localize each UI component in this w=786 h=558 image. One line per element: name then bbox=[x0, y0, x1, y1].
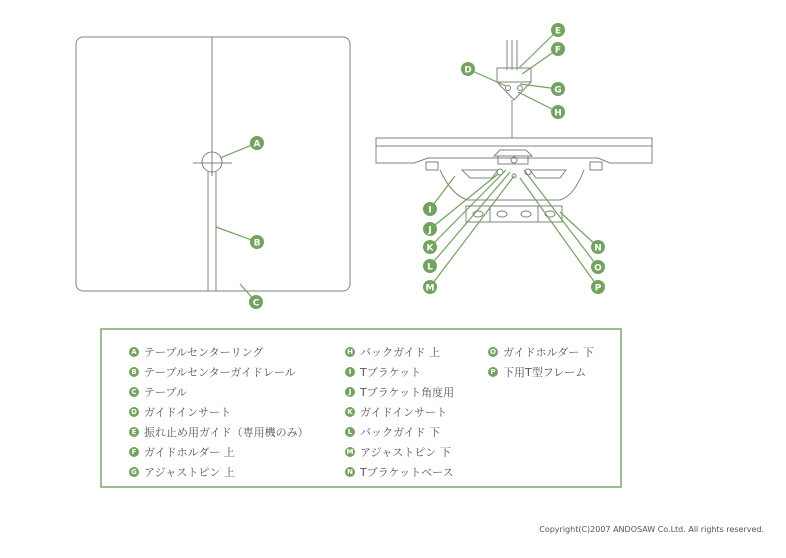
svg-text:I: I bbox=[428, 205, 432, 216]
legend-item bbox=[129, 382, 309, 402]
legend-label: Tブラケットベース bbox=[360, 466, 454, 479]
svg-text:G: G bbox=[554, 85, 562, 96]
legend-item bbox=[345, 362, 454, 382]
svg-text:K: K bbox=[426, 243, 434, 254]
legend-item bbox=[129, 342, 309, 362]
callout-k bbox=[423, 240, 437, 254]
legend-badge: E bbox=[129, 427, 139, 437]
legend-item bbox=[345, 402, 454, 422]
svg-text:N: N bbox=[594, 243, 602, 254]
callout-o bbox=[591, 260, 605, 274]
legend-badge: P bbox=[488, 367, 498, 377]
legend-badge: I bbox=[345, 367, 355, 377]
svg-text:P: P bbox=[594, 283, 602, 294]
parts-legend bbox=[100, 328, 622, 488]
svg-text:L: L bbox=[427, 262, 433, 273]
legend-column-2 bbox=[345, 342, 454, 482]
legend-badge: G bbox=[129, 467, 139, 477]
svg-text:C: C bbox=[252, 298, 260, 309]
legend-item bbox=[345, 442, 454, 462]
svg-text:M: M bbox=[425, 283, 435, 294]
legend-label: アジャストピン 上 bbox=[144, 466, 235, 479]
legend-badge: J bbox=[345, 387, 355, 397]
legend-item bbox=[345, 342, 454, 362]
callout-f bbox=[551, 42, 565, 56]
legend-item bbox=[129, 442, 309, 462]
legend-item bbox=[345, 382, 454, 402]
legend-item bbox=[129, 362, 309, 382]
svg-text:B: B bbox=[253, 238, 261, 249]
legend-label: バックガイド 上 bbox=[360, 346, 441, 359]
table-outline bbox=[76, 37, 350, 291]
legend-item bbox=[345, 422, 454, 442]
legend-badge: H bbox=[345, 347, 355, 357]
copyright-notice: Copyright(C)2007 ANDOSAW Co.Ltd. All rights reserved. bbox=[539, 525, 764, 534]
svg-text:F: F bbox=[554, 45, 562, 56]
svg-text:O: O bbox=[594, 263, 602, 274]
legend-badge: K bbox=[345, 407, 355, 417]
legend-label: Tブラケット bbox=[360, 366, 422, 379]
legend-item bbox=[129, 402, 309, 422]
callout-n bbox=[591, 240, 605, 254]
legend-badge: O bbox=[488, 347, 498, 357]
leader-lines bbox=[216, 30, 598, 302]
legend-label: ガイドインサート bbox=[144, 406, 232, 419]
legend-badge: F bbox=[129, 447, 139, 457]
legend-label: ガイドホルダー 上 bbox=[144, 446, 235, 459]
legend-label: Tブラケット角度用 bbox=[360, 386, 455, 399]
callout-a bbox=[250, 136, 264, 150]
callout-m bbox=[423, 280, 437, 294]
legend-item bbox=[129, 422, 309, 442]
svg-text:E: E bbox=[554, 26, 562, 37]
callout-l bbox=[423, 259, 437, 273]
callout-badges bbox=[249, 23, 605, 309]
legend-label: テーブルセンターリング bbox=[144, 346, 264, 359]
legend-item bbox=[488, 342, 594, 362]
legend-label: 振れ止め用ガイド（専用機のみ） bbox=[144, 426, 309, 439]
legend-label: 下用T型フレーム bbox=[503, 366, 587, 379]
legend-badge: N bbox=[345, 467, 355, 477]
upper-guide-block bbox=[497, 68, 531, 82]
callout-h bbox=[551, 105, 565, 119]
legend-badge: D bbox=[129, 407, 139, 417]
legend-badge: C bbox=[129, 387, 139, 397]
callout-p bbox=[591, 280, 605, 294]
guide-assembly-side-view bbox=[376, 40, 652, 222]
legend-label: テーブル bbox=[144, 386, 188, 399]
legend-badge: L bbox=[345, 427, 355, 437]
legend-badge: M bbox=[346, 448, 354, 456]
callout-e bbox=[551, 23, 565, 37]
legend-label: バックガイド 下 bbox=[360, 426, 441, 439]
svg-text:H: H bbox=[554, 108, 562, 119]
legend-column-1 bbox=[129, 342, 309, 482]
callout-g bbox=[551, 82, 565, 96]
svg-text:D: D bbox=[464, 65, 472, 76]
legend-column-3 bbox=[488, 342, 594, 382]
legend-item bbox=[129, 462, 309, 482]
legend-badge: B bbox=[129, 367, 139, 377]
table-top-view bbox=[76, 37, 350, 291]
callout-c bbox=[249, 295, 263, 309]
callout-j bbox=[423, 222, 437, 236]
legend-item bbox=[488, 362, 594, 382]
legend-item bbox=[345, 462, 454, 482]
legend-label: ガイドホルダー 下 bbox=[503, 346, 594, 359]
callout-b bbox=[250, 235, 264, 249]
legend-badge: A bbox=[129, 347, 139, 357]
callout-d bbox=[461, 62, 475, 76]
svg-text:A: A bbox=[253, 139, 261, 150]
callout-i bbox=[423, 202, 437, 216]
legend-label: ガイドインサート bbox=[360, 406, 448, 419]
svg-text:J: J bbox=[428, 225, 432, 236]
legend-label: テーブルセンターガイドレール bbox=[144, 366, 296, 379]
legend-label: アジャストピン 下 bbox=[360, 446, 451, 459]
